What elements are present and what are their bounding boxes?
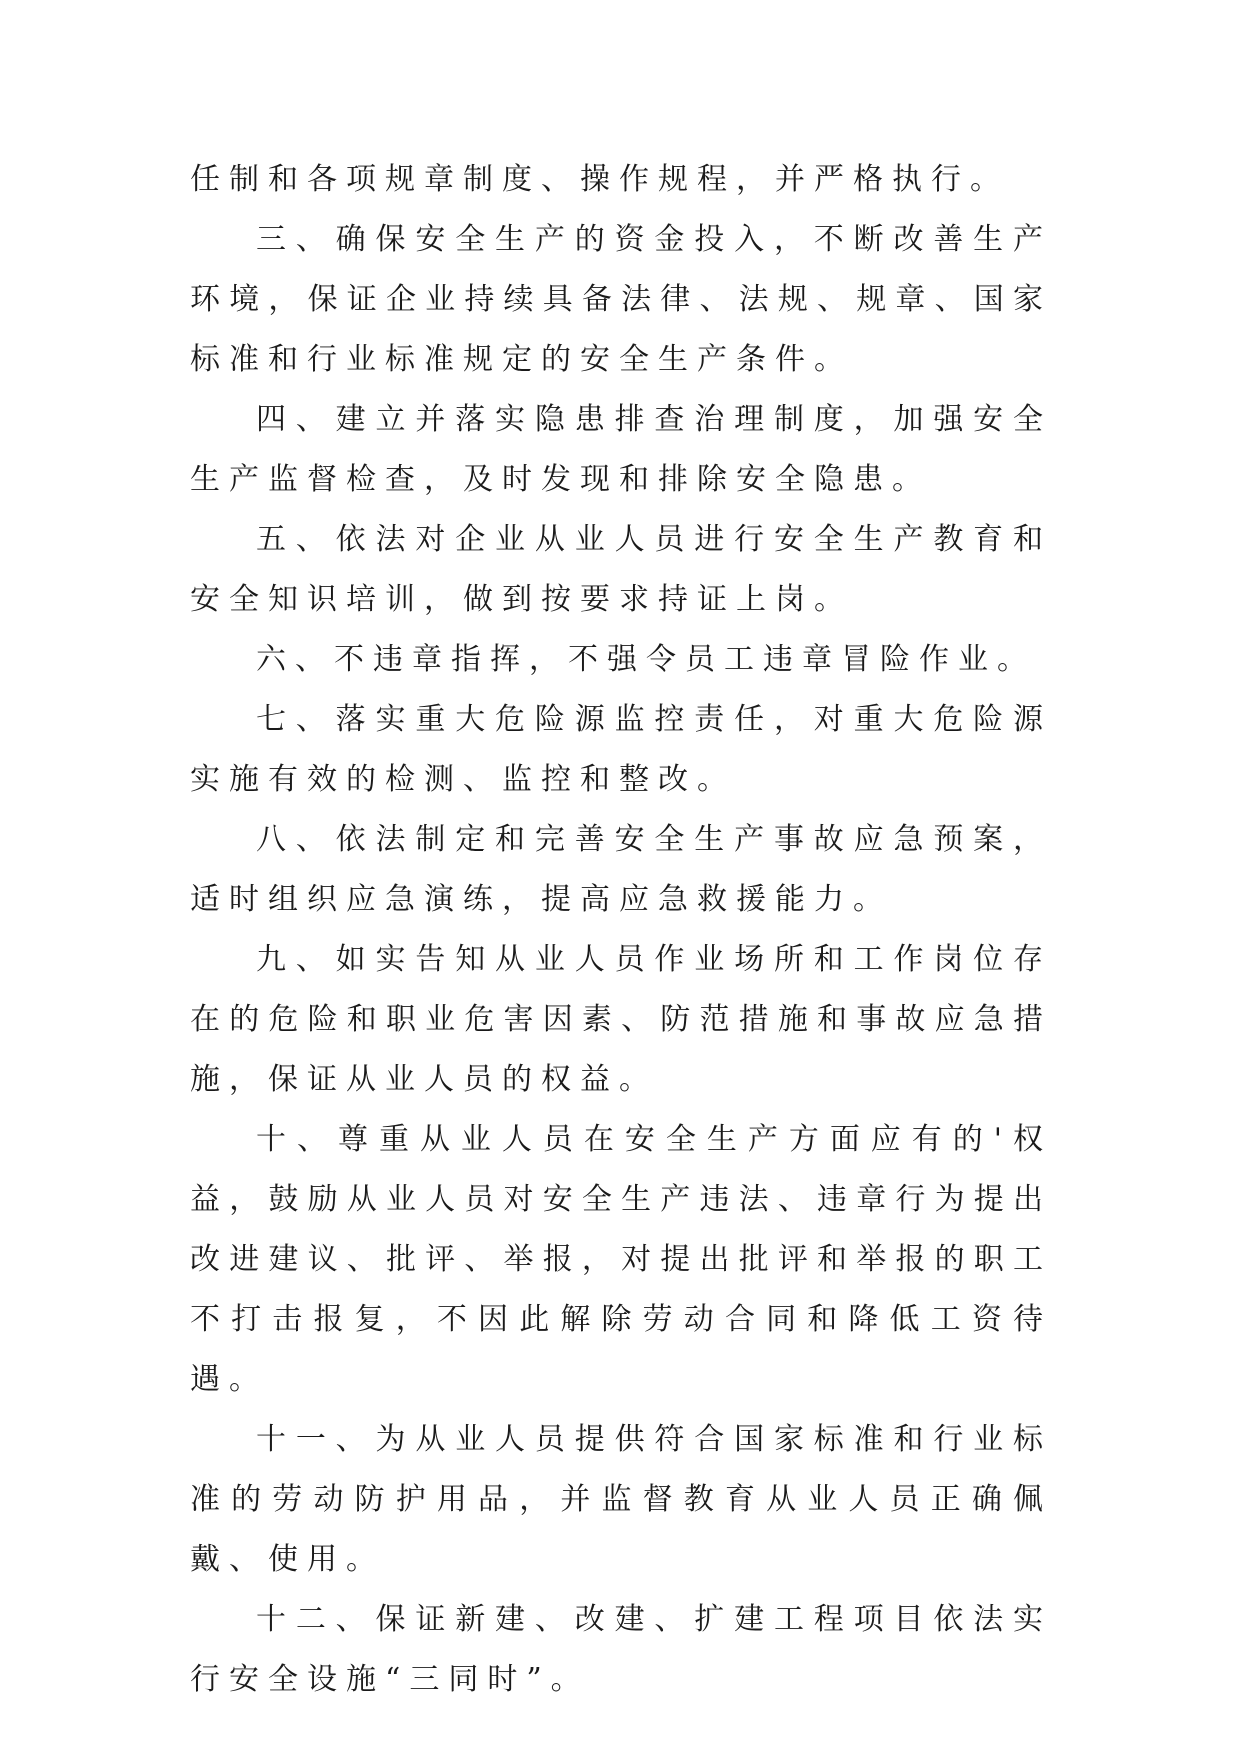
paragraph-item-8: 八、依法制定和完善安全生产事故应急预案，适时组织应急演练，提高应急救援能力。 xyxy=(190,822,1052,917)
paragraph-item-6: 六、不违章指挥，不强令员工违章冒险作业。 xyxy=(256,642,1036,677)
paragraph-item-9: 九、如实告知从业人员作业场所和工作岗位存在的危险和职业危害因素、防范措施和事故应急措施，保证从业人员的权益。 xyxy=(190,942,1052,1097)
paragraph-item-11: 十一、为从业人员提供符合国家标准和行业标准的劳动防护用品，并监督教育从业人员正确佩戴、使用。 xyxy=(190,1422,1052,1577)
paragraph-item-12: 十二、保证新建、改建、扩建工程项目依法实行安全设施“三同时”。 xyxy=(190,1602,1052,1697)
paragraph-item-3: 三、确保安全生产的资金投入，不断改善生产环境，保证企业持续具备法律、法规、规章、国家标准和行业标准规定的安全生产条件。 xyxy=(190,222,1052,377)
paragraph-item-10: 十、尊重从业人员在安全生产方面应有的'权益，鼓励从业人员对安全生产违法、违章行为提出改进建议、批评、举报，对提出批评和举报的职工不打击报复，不因此解除劳动合同和降低工资待遇。 xyxy=(190,1122,1052,1397)
paragraph-continuation: 任制和各项规章制度、操作规程，并严格执行。 xyxy=(190,162,1009,197)
document-body xyxy=(190,150,1052,1710)
paragraph-item-5: 五、依法对企业从业人员进行安全生产教育和安全知识培训，做到按要求持证上岗。 xyxy=(190,522,1052,617)
paragraph-item-7: 七、落实重大危险源监控责任，对重大危险源实施有效的检测、监控和整改。 xyxy=(190,702,1052,797)
paragraph-item-4: 四、建立并落实隐患排查治理制度，加强安全生产监督检查，及时发现和排除安全隐患。 xyxy=(190,402,1052,497)
